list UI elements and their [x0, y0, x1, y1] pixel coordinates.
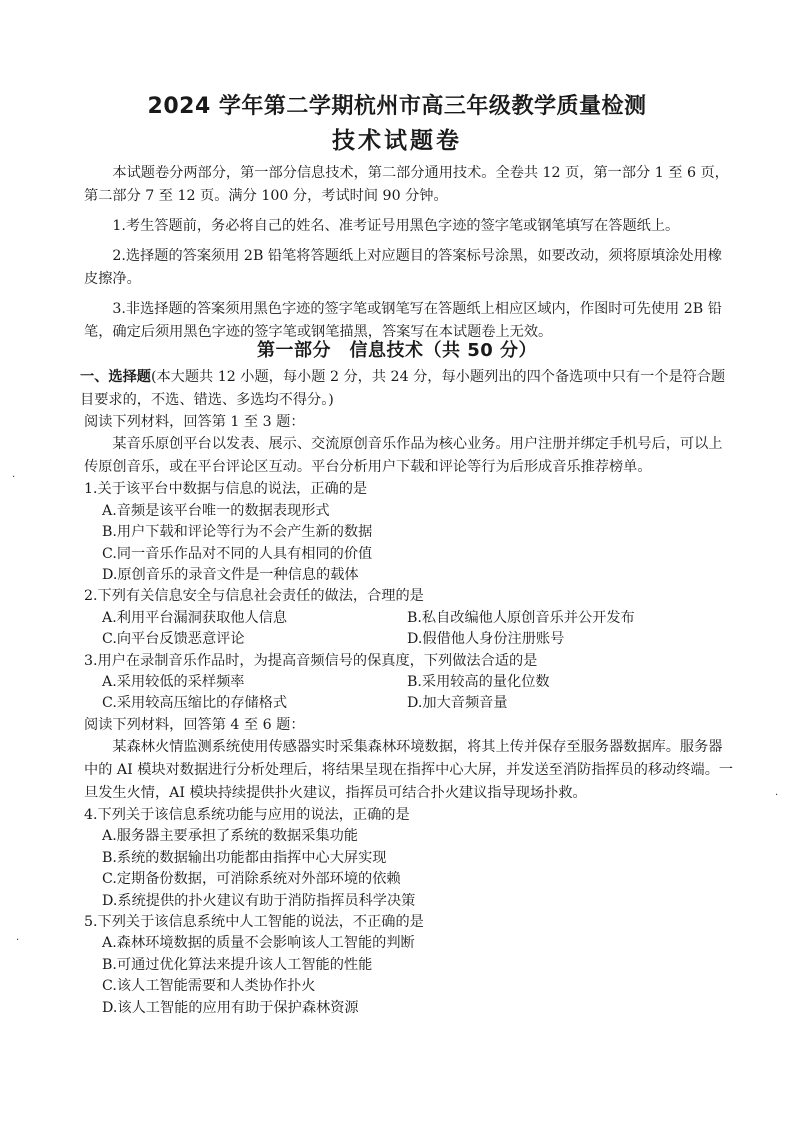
- q5-option-d: D.该人工智能的应用有助于保护森林资源: [102, 999, 359, 1016]
- q3-options-row-1: [84, 672, 734, 693]
- q4-option-a: A.服务器主要承担了系统的数据采集功能: [102, 828, 358, 845]
- question-4-stem: 4.下列关于该信息系统功能与应用的说法，正确的是: [84, 807, 410, 824]
- q3-option-b: B.采用较高的量化位数: [407, 673, 550, 690]
- intro-paragraph: 本试题卷分两部分，第一部分信息技术，第二部分通用技术。全卷共 12 页，第一部分 1 至 6 页，第二部分 7 至 12 页。满分 100 分，考试时间 90 分钟。: [84, 165, 729, 204]
- question-1-stem: 1.关于该平台中数据与信息的说法，正确的是: [84, 481, 368, 498]
- q2-option-c: C.向平台反馈恶意评论: [102, 631, 245, 648]
- question-5-stem: 5.下列关于该信息系统中人工智能的说法，不正确的是: [84, 914, 424, 931]
- instructions: [84, 162, 734, 344]
- q1-option-d: D.原创音乐的录音文件是一种信息的载体: [102, 566, 359, 583]
- q5-option-c: C.该人工智能需要和人类协作扑火: [102, 978, 316, 995]
- q2-options-row-1: [84, 608, 734, 629]
- q3-option-c: C.采用较高压缩比的存储格式: [102, 695, 288, 712]
- q1-option-c: C.同一音乐作品对不同的人具有相同的价值: [102, 545, 373, 562]
- scan-speck: ·: [775, 790, 779, 801]
- scan-speck: ·: [12, 472, 16, 483]
- q1-option-a: A.音频是该平台唯一的数据表现形式: [102, 502, 330, 519]
- q5-option-a: A.森林环境数据的质量不会影响该人工智能的判断: [102, 935, 415, 952]
- q2-option-b: B.私自改编他人原创音乐并公开发布: [407, 609, 635, 626]
- q4-option-d: D.系统提供的扑火建议有助于消防指挥员科学决策: [102, 892, 416, 909]
- section-heading: 一、选择题: [80, 369, 151, 385]
- material1-text: 某音乐原创平台以发表、展示、交流原创音乐作品为核心业务。用户注册并绑定手机号后，可以上传原创音乐，或在平台评论区互动。平台分析用户下载和评论等行为后形成音乐推荐榜单。: [84, 436, 723, 476]
- section-desc: (本大题共 12 小题，每小题 2 分，共 24 分，每小题列出的四个备选项中只有一个是符合题目要求的，不选、错选、多选均不得分。): [80, 369, 726, 408]
- q3-options-row-2: [84, 693, 734, 714]
- q4-option-b: B.系统的数据输出功能都由指挥中心大屏实现: [102, 849, 387, 866]
- q2-option-a: A.利用平台漏洞获取他人信息: [102, 609, 288, 626]
- material1-prompt: 阅读下列材料，回答第 1 至 3 题：: [84, 414, 305, 430]
- q2-options-row-2: [84, 629, 734, 650]
- note-3: 3.非选择题的答案须用黑色字迹的签字笔或钢笔写在答题纸上相应区域内，作图时可先使用 2B 铅笔，确定后须用黑色字迹的签字笔或钢笔描黑，答案写在本试题卷上无效。: [84, 301, 722, 340]
- question-3-stem: 3.用户在录制音乐作品时，为提高音频信号的保真度，下列做法合适的是: [84, 652, 538, 669]
- q2-option-d: D.假借他人身份注册账号: [407, 631, 565, 648]
- q3-option-d: D.加大音频音量: [407, 695, 508, 712]
- note-1: 1.考生答题前，务必将自己的姓名、准考证号用黑色字迹的签字笔或钢笔填写在答题纸上。: [112, 218, 680, 234]
- q1-option-b: B.用户下载和评论等行为不会产生新的数据: [102, 524, 373, 541]
- q5-option-b: B.可通过优化算法来提升该人工智能的性能: [102, 956, 373, 973]
- note-2: 2.选择题的答案须用 2B 铅笔将答题纸上对应题目的答案标号涂黑，如要改动，须将原填涂处用橡皮擦净。: [84, 248, 722, 287]
- part1-body: [80, 366, 734, 1019]
- question-2-stem: 2.下列有关信息安全与信息社会责任的做法，合理的是: [84, 588, 424, 605]
- material2-text: 某森林火情监测系统使用传感器实时采集森林环境数据，将其上传并保存至服务器数据库。服务器中的 AI 模块对数据进行分析处理后，将结果呈现在指挥中心大屏，并发送至消防指挥员的移动终端。一旦发生火情，AI 模块持续提供扑火建议，指挥员可结合扑火建议指导现场扑救。: [84, 739, 734, 802]
- scan-speck: ·: [16, 935, 20, 946]
- exam-title: 2024 学年第二学期杭州市高三年级教学质量检测: [147, 94, 647, 119]
- material2-prompt: 阅读下列材料，回答第 4 至 6 题：: [84, 716, 305, 733]
- part-title: 第一部分 信息技术（共 50 分）: [256, 340, 538, 361]
- q4-option-c: C.定期备份数据，可消除系统对外部环境的依赖: [102, 871, 401, 888]
- exam-subtitle: 技术试题卷: [332, 128, 462, 154]
- section-intro: [80, 366, 734, 412]
- q3-option-a: A.采用较低的采样频率: [102, 673, 245, 690]
